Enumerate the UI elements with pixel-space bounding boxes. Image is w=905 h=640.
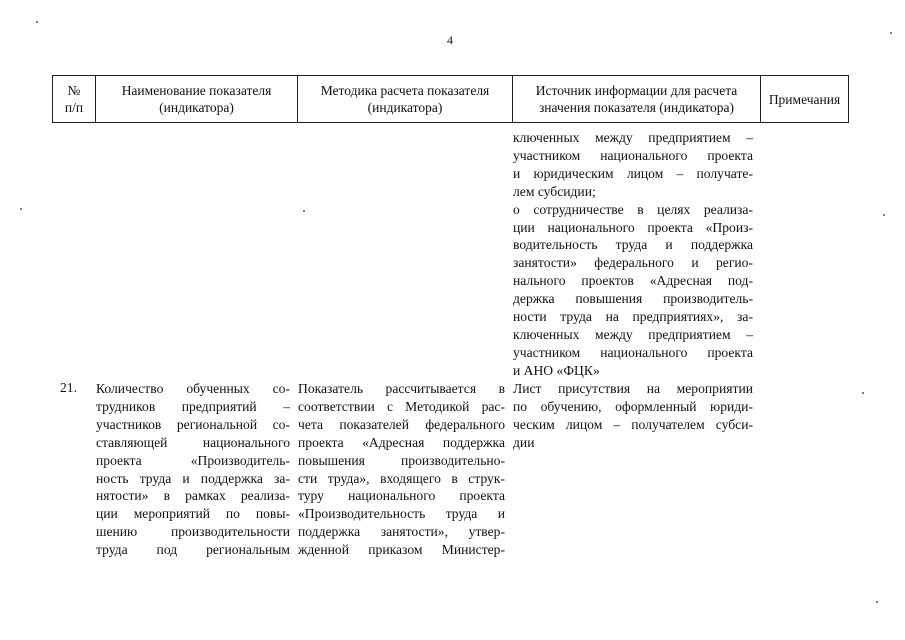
text-line: сти труда», входящего в струк- bbox=[298, 470, 505, 486]
text-line: поддержка занятости», утвер- bbox=[298, 524, 505, 540]
text-line: «Производительность труда и bbox=[298, 506, 505, 522]
text-line: Количество обученных со- bbox=[96, 381, 290, 396]
header-method-line: (индикатора) bbox=[367, 100, 443, 115]
header-name-line: Наименование показателя bbox=[121, 83, 272, 98]
text-line: труда под региональным bbox=[96, 542, 290, 558]
text-line: участником национального проекта bbox=[513, 147, 753, 163]
text-line: участников региональной со- bbox=[96, 416, 290, 432]
text-line: чета показателей федерального bbox=[298, 416, 505, 432]
page-number: 4 bbox=[447, 33, 453, 47]
header-number-line: п/п bbox=[64, 100, 84, 115]
scan-speck bbox=[20, 208, 22, 210]
text-line: трудников предприятий – bbox=[96, 398, 290, 414]
header-source-line: Источник информации для расчета bbox=[535, 83, 738, 98]
scan-speck bbox=[303, 210, 305, 212]
text-line: водительность труда и поддержка bbox=[513, 237, 753, 253]
row-21-method bbox=[298, 380, 505, 559]
scan-speck bbox=[883, 214, 885, 216]
text-line: ции национального проекта «Произ- bbox=[513, 219, 753, 235]
text-line: о сотрудничестве в целях реализа- bbox=[513, 201, 753, 217]
text-line: лем субсидии; bbox=[513, 183, 596, 199]
text-line: туру национального проекта bbox=[298, 488, 505, 504]
header-number-line: № bbox=[67, 83, 81, 98]
scan-speck bbox=[862, 392, 864, 394]
text-line: Показатель рассчитывается в bbox=[298, 381, 505, 396]
header-source-cell bbox=[513, 76, 761, 123]
table-header bbox=[52, 75, 849, 123]
header-number-cell bbox=[53, 76, 96, 123]
text-line: шению производительности bbox=[96, 524, 290, 540]
row-21-source bbox=[513, 380, 753, 452]
text-line: ности труда на предприятиях», за- bbox=[513, 309, 753, 325]
text-line: участником национального проекта bbox=[513, 344, 753, 360]
text-line: Лист присутствия на мероприятии bbox=[513, 381, 753, 396]
text-line: жденной приказом Министер- bbox=[298, 542, 505, 558]
text-line: дии bbox=[513, 434, 535, 450]
header-note-line: Примечания bbox=[768, 91, 841, 107]
header-note-cell bbox=[761, 76, 849, 123]
scan-speck bbox=[36, 21, 38, 23]
header-method-line: Методика расчета показателя bbox=[320, 83, 490, 98]
text-line: ческим лицом – получателем субси- bbox=[513, 416, 753, 432]
text-line: и юридическим лицом – получате- bbox=[513, 165, 753, 181]
text-line: занятости» федерального и регио- bbox=[513, 255, 753, 271]
text-line: нального проектов «Адресная под- bbox=[513, 273, 753, 289]
text-line: и АНО «ФЦК» bbox=[513, 362, 600, 378]
row-number: 21. bbox=[60, 380, 77, 395]
text-line: ность труда и поддержка за- bbox=[96, 470, 290, 486]
scan-speck bbox=[876, 601, 878, 603]
text-line: повышения производительно- bbox=[298, 452, 505, 468]
text-line: держка повышения производитель- bbox=[513, 291, 753, 307]
text-line: проекта «Производитель- bbox=[96, 452, 290, 468]
text-line: проекта «Адресная поддержка bbox=[298, 434, 505, 450]
text-line: ключенных между предприятием – bbox=[513, 130, 753, 145]
text-line: ключенных между предприятием – bbox=[513, 326, 753, 342]
header-name-line: (индикатора) bbox=[159, 100, 234, 115]
text-line: ставляющей национального bbox=[96, 434, 290, 450]
text-line: соответствии с Методикой рас- bbox=[298, 398, 505, 414]
header-method-cell bbox=[298, 76, 513, 123]
text-line: по обучению, оформленный юриди- bbox=[513, 398, 753, 414]
scan-speck bbox=[890, 32, 892, 34]
continuation-source-text bbox=[513, 129, 753, 380]
text-line: ции мероприятий по повы- bbox=[96, 506, 290, 522]
row-21-name bbox=[96, 380, 290, 559]
text-line: нятости» в рамках реализа- bbox=[96, 488, 290, 504]
header-name-cell bbox=[96, 76, 298, 123]
header-source-line: значения показателя (индикатора) bbox=[538, 100, 735, 115]
